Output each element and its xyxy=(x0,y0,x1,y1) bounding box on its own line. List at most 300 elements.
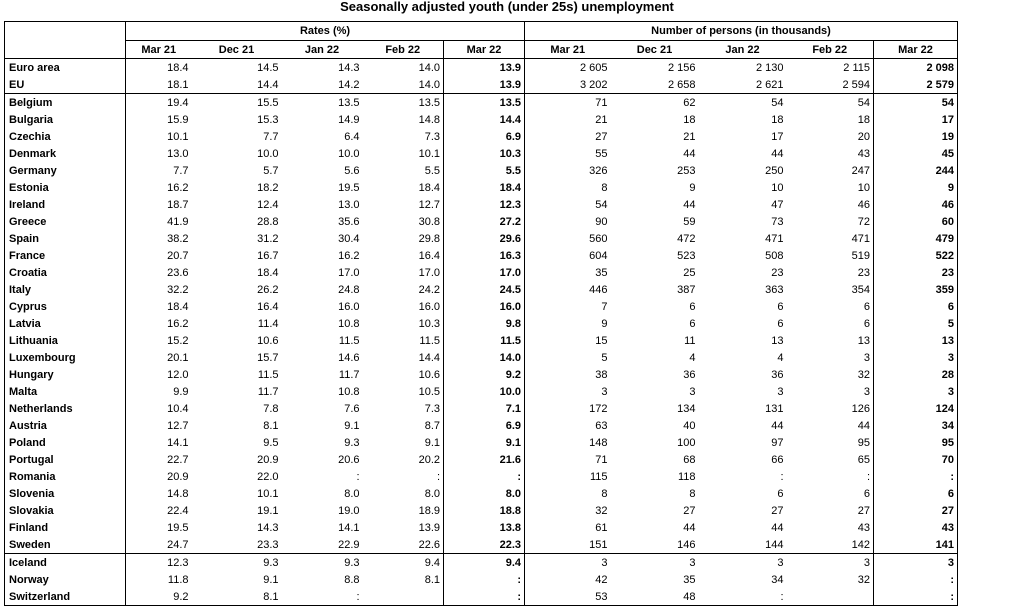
country-cell: Lithuania xyxy=(5,332,126,349)
persons-cell: 4 xyxy=(777,351,784,364)
persons-cell: 61 xyxy=(525,519,611,536)
rates-cell: 13.9 xyxy=(444,76,525,94)
persons-cell: 479 xyxy=(874,230,958,247)
rates-cell: 5.5 xyxy=(424,164,440,177)
persons-cell: 326 xyxy=(525,162,611,179)
table-row xyxy=(5,179,958,196)
persons-cell: 359 xyxy=(874,281,958,298)
table-row xyxy=(5,349,958,366)
persons-cell: 3 xyxy=(874,349,958,366)
rates-cell: 20.7 xyxy=(167,249,189,262)
rates-cell: 5.5 xyxy=(444,162,525,179)
rates-cell: 12.4 xyxy=(257,198,279,211)
persons-cell: 97 xyxy=(771,436,784,449)
persons-cell: 3 xyxy=(863,351,870,364)
table-row xyxy=(5,383,958,400)
rates-cell: 9.4 xyxy=(444,554,525,572)
persons-cell: 73 xyxy=(771,215,784,228)
rates-cell: 14.0 xyxy=(444,349,525,366)
rates-cell: 14.0 xyxy=(418,61,440,74)
persons-cell: 471 xyxy=(851,232,870,245)
persons-cell: 48 xyxy=(611,588,699,606)
country-cell: Greece xyxy=(5,213,126,230)
country-cell: Euro area xyxy=(5,59,126,77)
persons-cell: 2 130 xyxy=(755,61,784,74)
rates-cell: 9.9 xyxy=(173,385,189,398)
persons-cell: 36 xyxy=(771,368,784,381)
country-cell: Romania xyxy=(5,468,126,485)
persons-cell: 71 xyxy=(525,94,611,112)
persons-cell: 6 xyxy=(689,317,696,330)
persons-cell: 560 xyxy=(525,230,611,247)
table-row xyxy=(5,588,958,606)
rates-cell: 9.5 xyxy=(263,436,279,449)
persons-cell: 250 xyxy=(765,164,784,177)
persons-cell: 27 xyxy=(683,504,696,517)
persons-cell: 54 xyxy=(525,196,611,213)
persons-cell: 6 xyxy=(777,317,784,330)
table-row xyxy=(5,196,958,213)
rates-cell: 5.6 xyxy=(344,164,360,177)
rates-cell: 9.3 xyxy=(192,554,282,572)
rates-cell: 9.3 xyxy=(282,554,363,572)
country-cell: Iceland xyxy=(5,554,126,572)
table-row xyxy=(5,502,958,519)
persons-cell xyxy=(787,588,874,606)
rates-cell: 22.0 xyxy=(257,470,279,483)
rates-cell: : xyxy=(444,588,525,606)
persons-cell: 45 xyxy=(874,145,958,162)
persons-cell: 172 xyxy=(525,400,611,417)
rates-cell: 18.9 xyxy=(418,504,440,517)
rates-cell: 7.3 xyxy=(424,130,440,143)
persons-cell: 2 658 xyxy=(667,78,696,91)
persons-cell: 32 xyxy=(525,502,611,519)
persons-cell: 27 xyxy=(771,504,784,517)
table-row xyxy=(5,332,958,349)
rates-cell: 15.3 xyxy=(257,113,279,126)
table-row xyxy=(5,281,958,298)
rates-cell: 16.3 xyxy=(444,247,525,264)
rates-cell: 24.7 xyxy=(167,538,189,551)
rates-cell: 13.9 xyxy=(444,59,525,77)
persons-cell: 8 xyxy=(689,487,696,500)
rates-cell: 38.2 xyxy=(167,232,189,245)
table-row xyxy=(5,145,958,162)
persons-cell: 523 xyxy=(677,249,696,262)
persons-cell: 363 xyxy=(765,283,784,296)
rates-cell: 41.9 xyxy=(167,215,189,228)
persons-cell: 44 xyxy=(771,419,784,432)
persons-cell: 3 xyxy=(777,385,784,398)
persons-cell: 13 xyxy=(874,332,958,349)
rates-cell: 11.4 xyxy=(257,317,279,330)
persons-cell: 40 xyxy=(683,419,696,432)
rates-cell: : xyxy=(436,470,440,483)
rates-cell: 16.0 xyxy=(444,298,525,315)
persons-cell: 54 xyxy=(787,94,874,112)
table-row xyxy=(5,111,958,128)
rates-cell: 13.8 xyxy=(444,519,525,536)
rates-cell: 20.6 xyxy=(338,453,360,466)
persons-cell: 151 xyxy=(525,536,611,554)
table-body xyxy=(5,59,958,606)
persons-cell: 9 xyxy=(874,179,958,196)
rates-col-header: Mar 21 xyxy=(126,41,192,59)
persons-col-header: Dec 21 xyxy=(611,41,699,59)
persons-cell: 60 xyxy=(874,213,958,230)
persons-cell: 2 156 xyxy=(667,61,696,74)
country-cell: Portugal xyxy=(5,451,126,468)
country-cell: Netherlands xyxy=(5,400,126,417)
rates-cell: 18.4 xyxy=(257,266,279,279)
table-row xyxy=(5,417,958,434)
rates-cell: 16.0 xyxy=(418,300,440,313)
persons-col-header: Mar 22 xyxy=(874,41,958,59)
rates-cell: 23.6 xyxy=(167,266,189,279)
persons-cell: 27 xyxy=(857,504,870,517)
persons-cell: 3 xyxy=(611,554,699,572)
rates-col-header: Feb 22 xyxy=(363,41,444,59)
rates-cell: 14.3 xyxy=(257,521,279,534)
rates-cell: 24.8 xyxy=(338,283,360,296)
persons-cell: 23 xyxy=(874,264,958,281)
rates-cell: 10.0 xyxy=(444,383,525,400)
rates-cell: 18.4 xyxy=(418,181,440,194)
rates-cell: 18.7 xyxy=(167,198,189,211)
rates-cell: 10.4 xyxy=(167,402,189,415)
persons-cell: 20 xyxy=(857,130,870,143)
rates-cell: 16.2 xyxy=(167,317,189,330)
rates-cell: 18.2 xyxy=(257,181,279,194)
rates-cell: 30.8 xyxy=(418,215,440,228)
persons-col-header: Jan 22 xyxy=(699,41,787,59)
table-row xyxy=(5,451,958,468)
rates-col-header: Dec 21 xyxy=(192,41,282,59)
rates-cell: : xyxy=(444,571,525,588)
persons-cell: 44 xyxy=(771,521,784,534)
persons-cell: 55 xyxy=(525,145,611,162)
rates-cell: 29.6 xyxy=(444,230,525,247)
persons-cell: 142 xyxy=(851,538,870,551)
persons-cell: 2 579 xyxy=(874,76,958,94)
rates-cell: 19.4 xyxy=(126,94,192,112)
rates-cell: 9.1 xyxy=(263,573,279,586)
rates-cell: 13.9 xyxy=(418,521,440,534)
table-row xyxy=(5,571,958,588)
persons-cell: 11 xyxy=(684,334,696,347)
rates-cell: 14.4 xyxy=(257,78,279,91)
persons-cell: 124 xyxy=(874,400,958,417)
persons-cell: : xyxy=(874,571,958,588)
rates-cell: 11.7 xyxy=(338,368,360,381)
rates-cell: 10.6 xyxy=(418,368,440,381)
rates-cell: 13.0 xyxy=(167,147,189,160)
rates-cell: 14.1 xyxy=(338,521,360,534)
rates-cell: 9.1 xyxy=(444,434,525,451)
rates-cell: 23.3 xyxy=(257,538,279,551)
rates-cell: 20.9 xyxy=(257,453,279,466)
rates-cell: 29.8 xyxy=(418,232,440,245)
persons-cell: : xyxy=(874,468,958,485)
persons-cell: 63 xyxy=(525,417,611,434)
rates-cell: 12.7 xyxy=(167,419,189,432)
persons-cell: 2 605 xyxy=(525,59,611,77)
rates-cell: 16.0 xyxy=(338,300,360,313)
persons-cell: 146 xyxy=(677,538,696,551)
persons-cell: 34 xyxy=(771,573,784,586)
table-row xyxy=(5,94,958,112)
persons-cell: 446 xyxy=(525,281,611,298)
persons-cell: 15 xyxy=(525,332,611,349)
persons-cell: 35 xyxy=(525,264,611,281)
rates-cell: 13.5 xyxy=(363,94,444,112)
persons-cell: 2 115 xyxy=(843,61,870,74)
country-cell: Slovenia xyxy=(5,485,126,502)
rates-cell: 9.1 xyxy=(424,436,440,449)
persons-cell: 71 xyxy=(525,451,611,468)
persons-cell: 23 xyxy=(771,266,784,279)
rates-cell: 13.5 xyxy=(444,94,525,112)
rates-cell: 27.2 xyxy=(444,213,525,230)
table-row xyxy=(5,230,958,247)
table-row xyxy=(5,434,958,451)
persons-cell: 6 xyxy=(863,317,870,330)
rates-cell: 19.1 xyxy=(257,504,279,517)
table-row xyxy=(5,128,958,145)
rates-cell: 9.1 xyxy=(344,419,360,432)
table-row xyxy=(5,264,958,281)
persons-cell: 42 xyxy=(525,571,611,588)
country-cell: Belgium xyxy=(5,94,126,112)
rates-cell: 5.7 xyxy=(263,164,279,177)
rates-cell: 8.1 xyxy=(424,573,440,586)
persons-cell: 72 xyxy=(857,215,870,228)
rates-cell: 12.7 xyxy=(418,198,440,211)
persons-cell: 471 xyxy=(765,232,784,245)
rates-cell: 8.0 xyxy=(424,487,440,500)
persons-cell: 54 xyxy=(874,94,958,112)
rates-cell: 16.4 xyxy=(418,249,440,262)
persons-cell: 131 xyxy=(765,402,784,415)
persons-cell: : xyxy=(874,588,958,606)
rates-cell: 17.0 xyxy=(418,266,440,279)
rates-cell: 16.2 xyxy=(167,181,189,194)
persons-cell: 32 xyxy=(857,368,870,381)
persons-cell: 36 xyxy=(683,368,696,381)
table-row xyxy=(5,366,958,383)
rates-cell: 14.0 xyxy=(418,78,440,91)
corner-cell xyxy=(5,22,126,41)
persons-cell: 10 xyxy=(771,181,784,194)
rates-cell: 16.7 xyxy=(257,249,279,262)
persons-cell: 46 xyxy=(874,196,958,213)
table-row xyxy=(5,213,958,230)
persons-cell: 253 xyxy=(677,164,696,177)
rates-cell: 10.8 xyxy=(338,317,360,330)
country-cell: Switzerland xyxy=(5,588,126,606)
rates-cell: 22.9 xyxy=(338,538,360,551)
rates-cell: 11.7 xyxy=(257,385,279,398)
persons-cell: 8 xyxy=(525,485,611,502)
persons-cell: 126 xyxy=(851,402,870,415)
persons-cell: 43 xyxy=(857,521,870,534)
rates-cell: 9.2 xyxy=(444,366,525,383)
rates-cell: 22.6 xyxy=(418,538,440,551)
country-cell: Malta xyxy=(5,383,126,400)
country-cell: Denmark xyxy=(5,145,126,162)
persons-cell: 54 xyxy=(699,94,787,112)
rates-cell: 9.2 xyxy=(126,588,192,606)
persons-cell: 68 xyxy=(683,453,696,466)
persons-cell: 144 xyxy=(765,538,784,551)
rates-cell: 20.9 xyxy=(167,470,189,483)
persons-cell: 5 xyxy=(525,349,611,366)
persons-cell: 100 xyxy=(677,436,696,449)
persons-cell: 27 xyxy=(874,502,958,519)
rates-cell: 14.4 xyxy=(418,351,440,364)
unemployment-table xyxy=(4,21,958,606)
persons-cell: 34 xyxy=(874,417,958,434)
rates-cell: 24.2 xyxy=(418,283,440,296)
rates-cell: 14.4 xyxy=(444,111,525,128)
country-cell: Slovakia xyxy=(5,502,126,519)
persons-cell: 65 xyxy=(857,453,870,466)
rates-cell: 9.3 xyxy=(344,436,360,449)
rates-cell: 10.6 xyxy=(257,334,279,347)
country-cell: Norway xyxy=(5,571,126,588)
column-header-row xyxy=(5,41,958,59)
persons-cell: 21 xyxy=(683,130,696,143)
persons-cell: 44 xyxy=(771,147,784,160)
rates-cell: 18.4 xyxy=(167,300,189,313)
group-header-row xyxy=(5,22,958,41)
persons-cell: 2 621 xyxy=(755,78,784,91)
persons-cell: 3 xyxy=(525,554,611,572)
rates-cell: 18.4 xyxy=(167,61,189,74)
rates-cell: 19.5 xyxy=(338,181,360,194)
rates-cell: 10.8 xyxy=(338,385,360,398)
rates-cell: 7.1 xyxy=(444,400,525,417)
rates-cell: 8.1 xyxy=(192,588,282,606)
rates-cell: 17.0 xyxy=(444,264,525,281)
persons-cell: 18 xyxy=(857,113,870,126)
persons-cell: 6 xyxy=(874,485,958,502)
persons-cell: 25 xyxy=(683,266,696,279)
persons-cell: 10 xyxy=(857,181,870,194)
rates-cell: 30.4 xyxy=(338,232,360,245)
rates-cell: 31.2 xyxy=(257,232,279,245)
persons-cell: 18 xyxy=(683,113,696,126)
rates-cell: 12.0 xyxy=(167,368,189,381)
rates-cell: 6.9 xyxy=(444,128,525,145)
persons-col-header: Feb 22 xyxy=(787,41,874,59)
rates-cell: 14.6 xyxy=(338,351,360,364)
country-cell: Czechia xyxy=(5,128,126,145)
rates-cell: 24.5 xyxy=(444,281,525,298)
persons-cell: 387 xyxy=(677,283,696,296)
rates-cell: : xyxy=(356,470,360,483)
persons-cell: 604 xyxy=(525,247,611,264)
rates-cell: 14.8 xyxy=(167,487,189,500)
country-cell: Ireland xyxy=(5,196,126,213)
persons-cell: 2 098 xyxy=(874,59,958,77)
rates-cell: 11.5 xyxy=(338,334,360,347)
country-cell: Finland xyxy=(5,519,126,536)
rates-cell: 11.5 xyxy=(257,368,279,381)
persons-cell: 13 xyxy=(857,334,870,347)
persons-cell: 53 xyxy=(525,588,611,606)
rates-cell: 14.2 xyxy=(338,78,360,91)
rates-cell xyxy=(363,588,444,606)
persons-cell: 43 xyxy=(857,147,870,160)
rates-cell: 7.8 xyxy=(263,402,279,415)
rates-cell: 7.6 xyxy=(344,402,360,415)
rates-cell: 11.5 xyxy=(419,334,440,347)
rates-cell: 15.5 xyxy=(192,94,282,112)
persons-cell: 35 xyxy=(683,573,696,586)
table-row xyxy=(5,298,958,315)
persons-cell: 2 594 xyxy=(842,78,870,91)
rates-cell: 10.0 xyxy=(257,147,279,160)
table-row xyxy=(5,536,958,554)
country-cell: EU xyxy=(5,76,126,94)
rates-cell: 10.1 xyxy=(167,130,189,143)
rates-cell: 14.9 xyxy=(338,113,360,126)
rates-cell: 14.5 xyxy=(257,61,279,74)
persons-col-header: Mar 21 xyxy=(525,41,611,59)
rates-cell: 13.5 xyxy=(282,94,363,112)
persons-cell: 44 xyxy=(683,198,696,211)
rates-cell: 15.2 xyxy=(167,334,189,347)
rates-cell: 18.8 xyxy=(444,502,525,519)
country-cell: Luxembourg xyxy=(5,349,126,366)
rates-col-header: Mar 22 xyxy=(444,41,525,59)
table-row xyxy=(5,76,958,94)
rates-cell: 32.2 xyxy=(167,283,189,296)
rates-cell: 10.1 xyxy=(418,147,440,160)
persons-cell: 5 xyxy=(874,315,958,332)
country-cell: Cyprus xyxy=(5,298,126,315)
rates-cell: 26.2 xyxy=(257,283,279,296)
rates-cell: 21.6 xyxy=(444,451,525,468)
country-cell: Hungary xyxy=(5,366,126,383)
rates-cell: 22.7 xyxy=(167,453,189,466)
rates-cell: 8.8 xyxy=(344,573,360,586)
persons-cell: 6 xyxy=(689,300,696,313)
persons-cell: 70 xyxy=(874,451,958,468)
country-cell: Austria xyxy=(5,417,126,434)
rates-cell: 13.0 xyxy=(338,198,360,211)
country-cell: Poland xyxy=(5,434,126,451)
persons-cell: 3 xyxy=(863,385,870,398)
rates-cell: 11.8 xyxy=(167,573,189,586)
country-cell: Germany xyxy=(5,162,126,179)
rates-cell: 10.1 xyxy=(257,487,279,500)
rates-cell: 6.9 xyxy=(444,417,525,434)
rates-cell: 6.4 xyxy=(344,130,360,143)
persons-cell: 23 xyxy=(857,266,870,279)
persons-cell: 508 xyxy=(765,249,784,262)
rates-cell: 18.4 xyxy=(444,179,525,196)
rates-cell: 19.5 xyxy=(167,521,189,534)
persons-cell: 141 xyxy=(874,536,958,554)
rates-cell: 9.4 xyxy=(363,554,444,572)
persons-cell: 3 xyxy=(699,554,787,572)
country-cell: Italy xyxy=(5,281,126,298)
rates-cell: 14.8 xyxy=(418,113,440,126)
persons-cell: : xyxy=(780,470,784,483)
